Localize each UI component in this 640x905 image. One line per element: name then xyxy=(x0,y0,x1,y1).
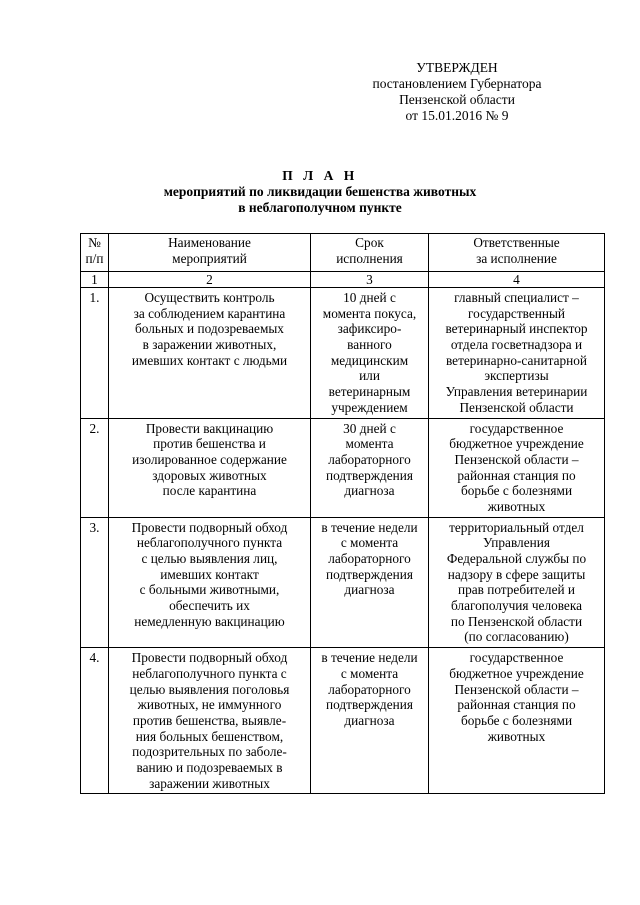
plan-table xyxy=(80,233,605,794)
header-text: Ответственные xyxy=(473,235,560,250)
deadline-line: с момента xyxy=(340,535,399,551)
deadline-line: в течение недели xyxy=(321,650,418,666)
header-activity xyxy=(109,234,311,272)
header-text: за исполнение xyxy=(476,250,557,266)
activity-cell xyxy=(109,418,311,517)
deadline-line: подтверждения xyxy=(326,697,413,713)
deadline-line: момента покуса, xyxy=(322,305,417,321)
deadline-line: 10 дней с xyxy=(343,290,396,305)
activity-cell xyxy=(109,648,311,794)
header-responsible xyxy=(429,234,605,272)
responsible-line: государственное xyxy=(469,420,564,436)
responsible-line: по Пензенской области xyxy=(450,613,583,629)
row-number-cell: 3. xyxy=(81,517,109,648)
responsible-line: районная станция по xyxy=(457,697,576,713)
activity-line: с целью выявления лиц, xyxy=(141,551,278,566)
header-text: Наименование xyxy=(168,235,251,250)
title-subject: мероприятий по ликвидации бешенства животных xyxy=(163,183,477,199)
approval-title: УТВЕРЖДЕН xyxy=(416,60,498,75)
activity-line: против бешенства, выявле- xyxy=(132,712,287,728)
deadline-line: лабораторного xyxy=(328,451,411,467)
responsible-line: ветеринарно-санитарной xyxy=(445,352,588,368)
header-number xyxy=(81,234,109,272)
row-number-cell: 1. xyxy=(81,288,109,419)
activity-line: против бешенства и xyxy=(153,436,266,452)
deadline-line: или xyxy=(359,368,380,384)
responsible-line: районная станция по xyxy=(457,467,576,483)
table-row xyxy=(81,517,605,648)
activity-line: Провести подворный обход xyxy=(131,519,288,535)
header-text: Срок xyxy=(355,235,384,250)
responsible-line: Управления ветеринарии xyxy=(445,384,588,400)
column-number: 3 xyxy=(311,272,429,288)
deadline-line: с момента xyxy=(340,665,399,681)
responsible-line: территориальный отдел xyxy=(449,519,584,535)
activity-line: подозрительных по заболе- xyxy=(132,744,287,760)
approval-decree: постановлением Губернатора xyxy=(372,75,542,91)
table-row xyxy=(81,648,605,794)
activity-cell xyxy=(109,517,311,648)
row-number-cell: 4. xyxy=(81,648,109,794)
deadline-line: учреждением xyxy=(331,399,408,415)
activity-line: Провести подворный обход xyxy=(131,650,288,666)
header-text: мероприятий xyxy=(172,250,247,266)
table-row xyxy=(81,288,605,419)
activity-line: неблагополучного пункта xyxy=(136,535,283,551)
responsible-line: бюджетное учреждение xyxy=(449,436,584,452)
column-number-row xyxy=(81,272,605,288)
approval-region: Пензенской области xyxy=(399,91,515,107)
header-text: № xyxy=(88,235,101,250)
activity-line: в заражении животных, xyxy=(142,337,277,353)
responsible-line: ветеринарный инспектор xyxy=(445,321,588,337)
title-word: П Л А Н xyxy=(282,168,358,183)
deadline-cell xyxy=(311,288,429,419)
activity-line: больных и подозреваемых xyxy=(135,321,284,337)
header-text: исполнения xyxy=(336,250,403,266)
header-text: п/п xyxy=(85,250,104,266)
responsible-cell xyxy=(429,288,605,419)
deadline-line: лабораторного xyxy=(328,551,411,566)
responsible-line: животных xyxy=(487,498,546,514)
activity-line: ния больных бешенством, xyxy=(135,728,284,744)
responsible-line: (по согласованию) xyxy=(464,629,569,645)
responsible-line: бюджетное учреждение xyxy=(449,665,584,681)
deadline-line: медицинским xyxy=(330,352,409,368)
responsible-line: животных xyxy=(487,728,546,744)
activity-line: с больными животными, xyxy=(139,582,280,598)
activity-line: имевших контакт с людьми xyxy=(131,352,288,368)
responsible-line: главный специалист – xyxy=(454,290,579,305)
responsible-line: благополучия человека xyxy=(451,598,582,614)
deadline-line: диагноза xyxy=(344,712,395,728)
column-number: 1 xyxy=(81,272,109,288)
deadline-line: ветеринарным xyxy=(328,384,411,400)
deadline-line: момента xyxy=(345,436,394,452)
activity-line: после карантина xyxy=(162,483,257,499)
deadline-line: зафиксиро- xyxy=(337,321,402,337)
deadline-cell xyxy=(311,517,429,648)
activity-line: немедленную вакцинацию xyxy=(134,613,285,629)
row-number-cell: 2. xyxy=(81,418,109,517)
activity-line: имевших контакт xyxy=(160,566,259,582)
header-deadline xyxy=(311,234,429,272)
responsible-line: экспертизы xyxy=(484,368,549,384)
table-row xyxy=(81,418,605,517)
activity-line: здоровых животных xyxy=(152,467,267,483)
activity-cell xyxy=(109,288,311,419)
deadline-line: лабораторного xyxy=(328,681,411,697)
activity-line: заражении животных xyxy=(149,775,270,791)
table-header-row xyxy=(81,234,605,272)
document-title xyxy=(120,168,520,216)
activity-line: изолированное содержание xyxy=(132,451,287,467)
deadline-line: в течение недели xyxy=(321,519,418,535)
responsible-line: борьбе с болезнями xyxy=(460,483,573,499)
responsible-cell xyxy=(429,648,605,794)
responsible-line: Пензенской области – xyxy=(454,681,579,697)
activity-line: Осуществить контроль xyxy=(144,290,275,305)
title-location: в неблагополучном пункте xyxy=(238,199,402,215)
activity-line: неблагополучного пункта с xyxy=(132,665,287,681)
responsible-cell xyxy=(429,517,605,648)
activity-line: обеспечить их xyxy=(169,598,250,614)
responsible-cell xyxy=(429,418,605,517)
responsible-line: отдела госветнадзора и xyxy=(450,337,583,353)
responsible-line: надзору в сфере защиты xyxy=(447,566,586,582)
activity-line: целью выявления поголовья xyxy=(129,681,290,697)
activity-line: за соблюдением карантина xyxy=(133,305,286,321)
approval-stamp xyxy=(350,60,564,124)
deadline-line: 30 дней с xyxy=(343,420,396,436)
responsible-line: борьбе с болезнями xyxy=(460,712,573,728)
activity-line: ванию и подозреваемых в xyxy=(136,759,283,775)
activity-line: Провести вакцинацию xyxy=(145,420,274,436)
deadline-line: ванного xyxy=(347,337,392,353)
responsible-line: Пензенской области xyxy=(459,399,574,415)
column-number: 4 xyxy=(429,272,605,288)
approval-date: от 15.01.2016 № 9 xyxy=(405,107,509,123)
responsible-line: прав потребителей и xyxy=(457,582,576,598)
deadline-cell xyxy=(311,648,429,794)
responsible-line: Федеральной службы по xyxy=(446,551,587,566)
responsible-line: Управления xyxy=(483,535,550,551)
deadline-cell xyxy=(311,418,429,517)
deadline-line: подтверждения xyxy=(326,566,413,582)
activity-line: животных, не иммунного xyxy=(137,697,282,713)
responsible-line: государственное xyxy=(469,650,564,666)
column-number: 2 xyxy=(109,272,311,288)
deadline-line: диагноза xyxy=(344,483,395,499)
deadline-line: диагноза xyxy=(344,582,395,598)
responsible-line: Пензенской области – xyxy=(454,451,579,467)
deadline-line: подтверждения xyxy=(326,467,413,483)
responsible-line: государственный xyxy=(467,305,566,321)
